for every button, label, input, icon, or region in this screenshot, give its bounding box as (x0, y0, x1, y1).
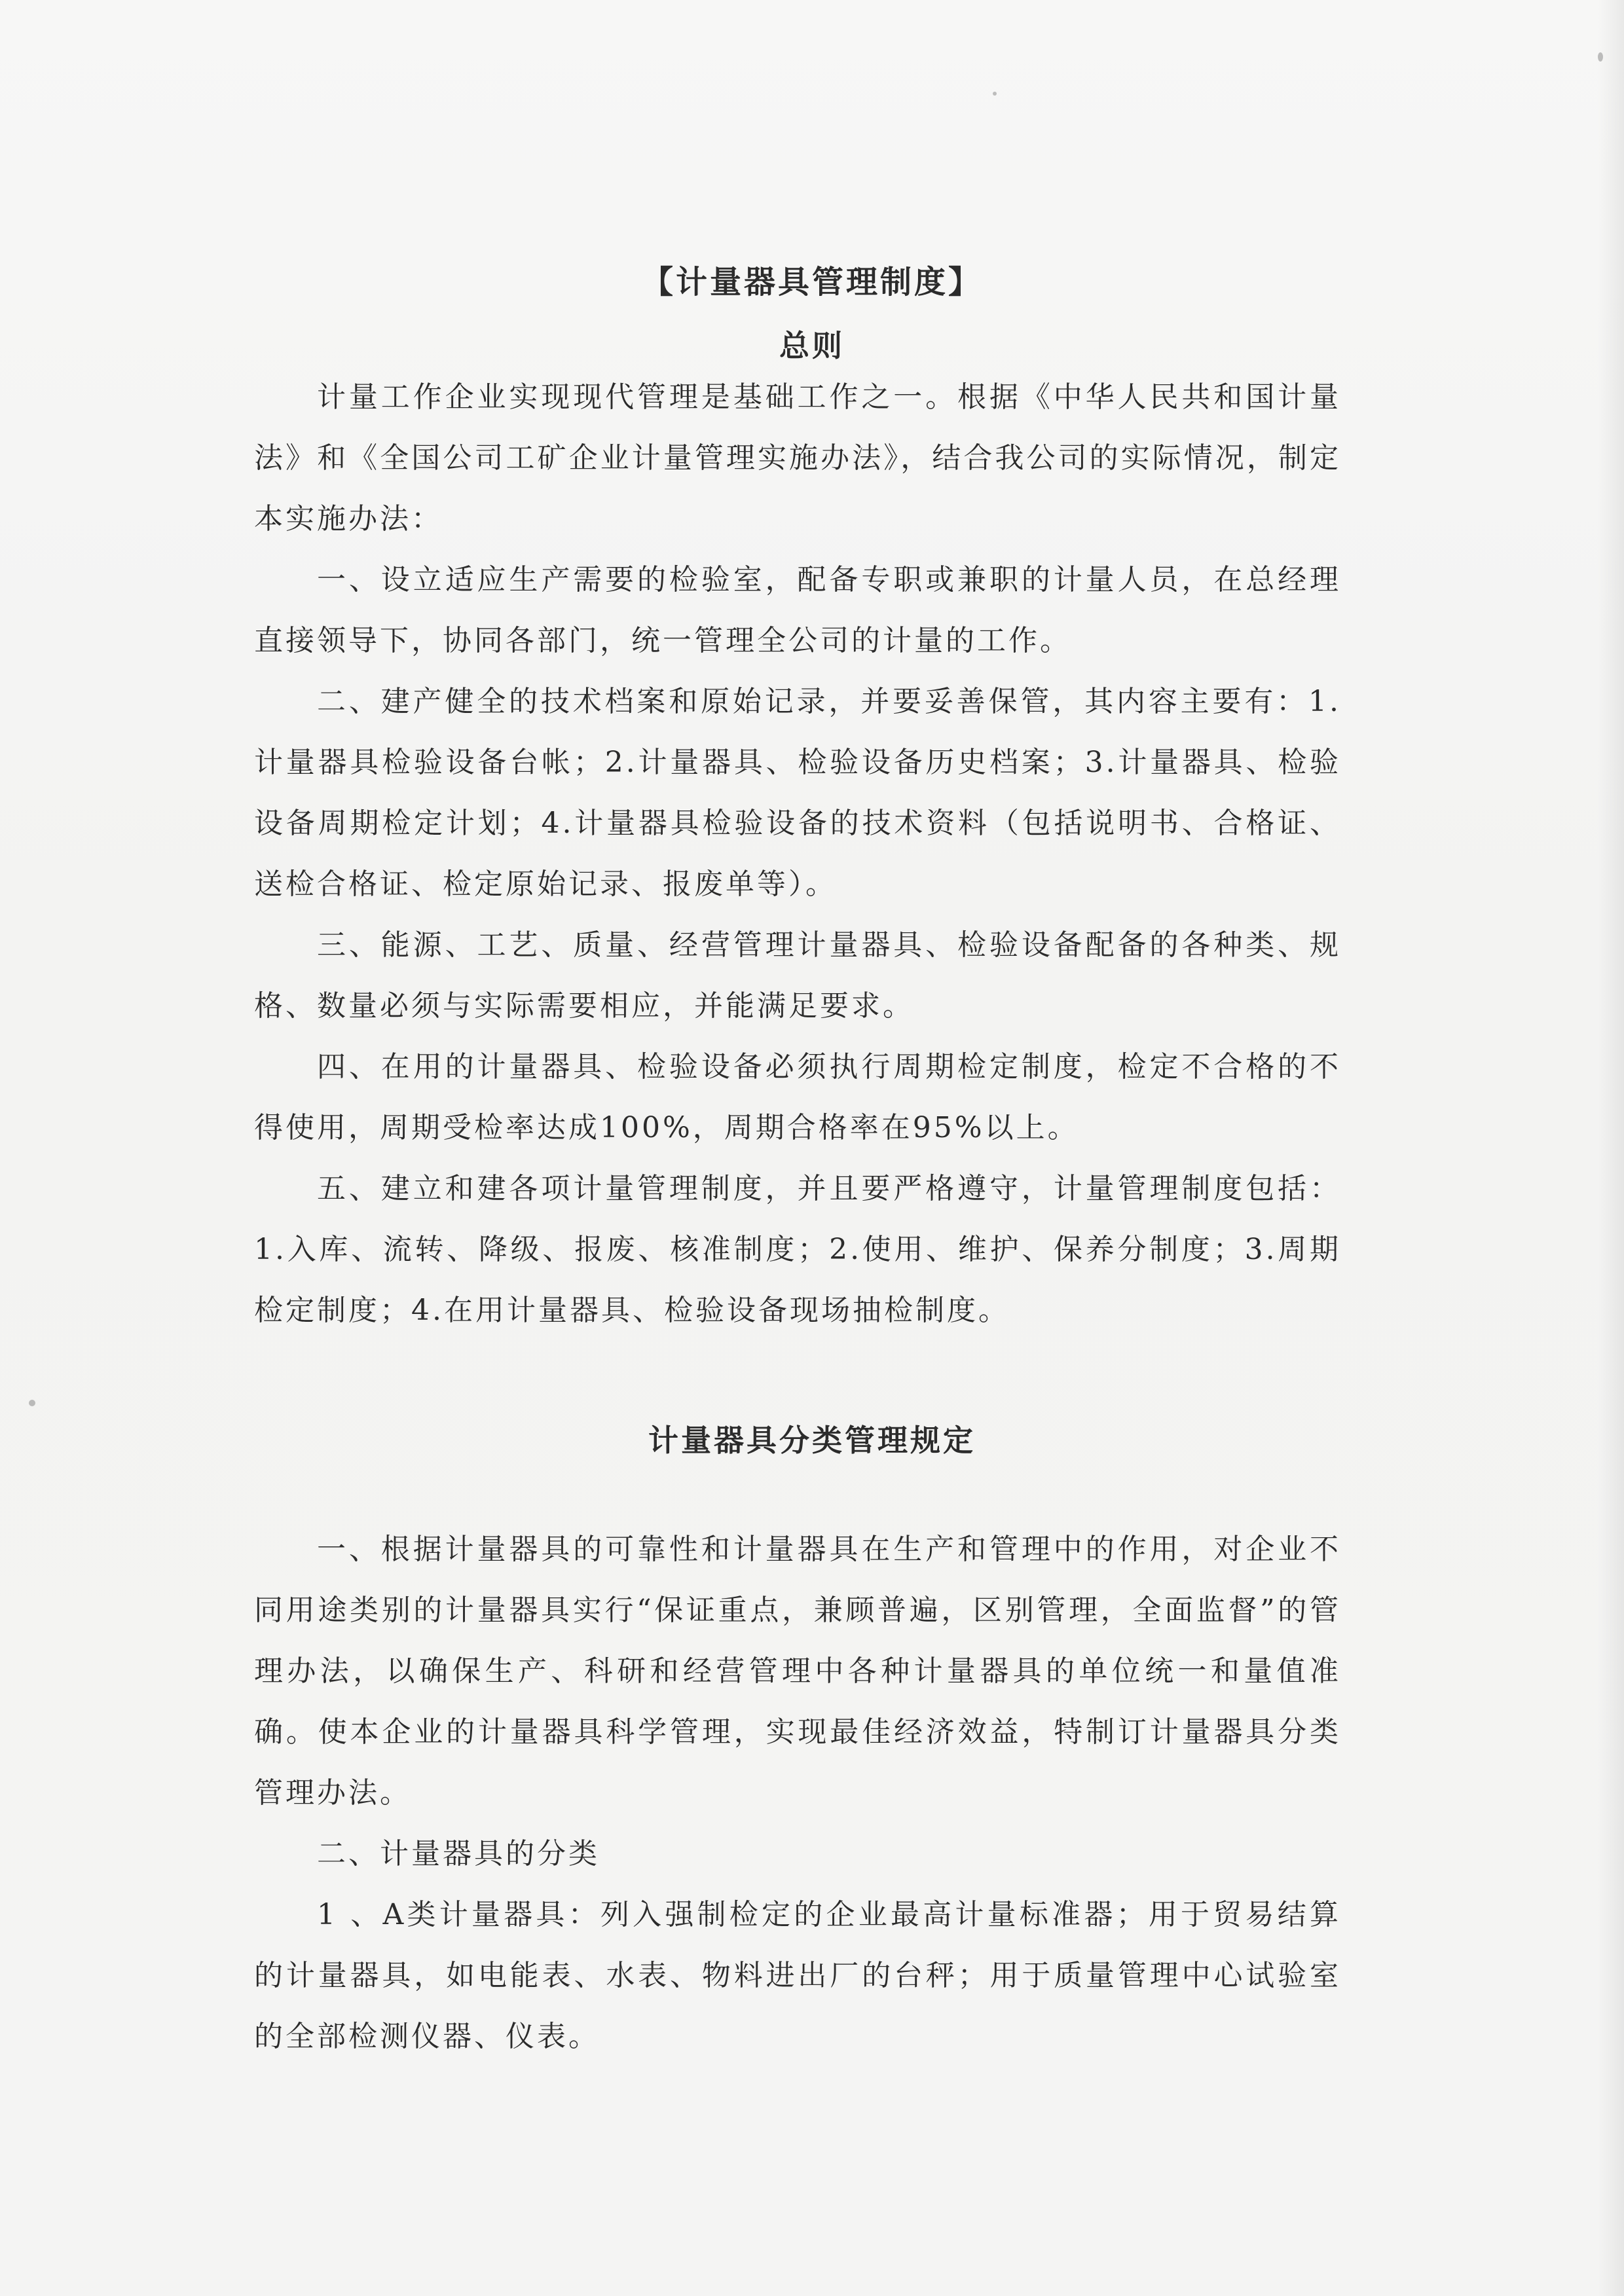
article-2: 二、建产健全的技术档案和原始记录，并要妥善保管，其内容主要有：1.计量器具检验设备台帐；2.计量器具、检验设备历史档案；3.计量器具、检验设备周期检定计划；4.计量器具检验设备的技术资料（包括说明书、合格证、送检合格证、检定原始记录、报废单等）。 (254, 685, 1341, 901)
classification-paragraph-1: 一、根据计量器具的可靠性和计量器具在生产和管理中的作用，对企业不同用途类别的计量器具实行“保证重点，兼顾普遍，区别管理，全面监督”的管理办法，以确保生产、科研和经营管理中各种计量器具的单位统一和量值准确。使本企业的计量器具科学管理，实现最佳经济效益，特制订计量器具分类管理办法。 (254, 1533, 1341, 1810)
article-5: 五、建立和建各项计量管理制度，并且要严格遵守，计量管理制度包括：1.入库、流转、降级、报废、核准制度；2.使用、维护、保养分制度；3.周期检定制度；4.在用计量器具、检验设备现场抽检制度。 (254, 1172, 1341, 1327)
classification-heading: 计量器具分类管理规定 (648, 1423, 976, 1458)
classification-paragraph-2: 二、计量器具的分类 (317, 1837, 600, 1870)
article-4: 四、在用的计量器具、检验设备必须执行周期检定制度，检定不合格的不得使用，周期受检率达成100%，周期合格率在95%以上。 (254, 1050, 1341, 1144)
scan-speck (1598, 52, 1603, 62)
document-title: 【计量器具管理制度】 (641, 264, 982, 301)
section-subtitle: 总则 (779, 328, 845, 363)
scan-speck (993, 92, 997, 96)
classification-paragraph-3: 1 、A类计量器具：列入强制检定的企业最高计量标准器；用于贸易结算的计量器具，如电能表、水表、物料进出厂的台秤；用于质量管理中心试验室的全部检测仪器、仪表。 (254, 1898, 1341, 2053)
intro-paragraph: 计量工作企业实现现代管理是基础工作之一。根据《中华人民共和国计量法》和《全国公司工矿企业计量管理实施办法》，结合我公司的实际情况，制定本实施办法： (254, 380, 1341, 536)
scan-speck (29, 1400, 35, 1406)
general-provisions-body (254, 367, 1341, 1341)
classification-body (254, 1519, 1341, 2067)
article-3: 三、能源、工艺、质量、经营管理计量器具、检验设备配备的各种类、规格、数量必须与实际需要相应，并能满足要求。 (254, 928, 1341, 1023)
article-1: 一、设立适应生产需要的检验室，配备专职或兼职的计量人员，在总经理直接领导下，协同各部门，统一管理全公司的计量的工作。 (254, 563, 1341, 657)
